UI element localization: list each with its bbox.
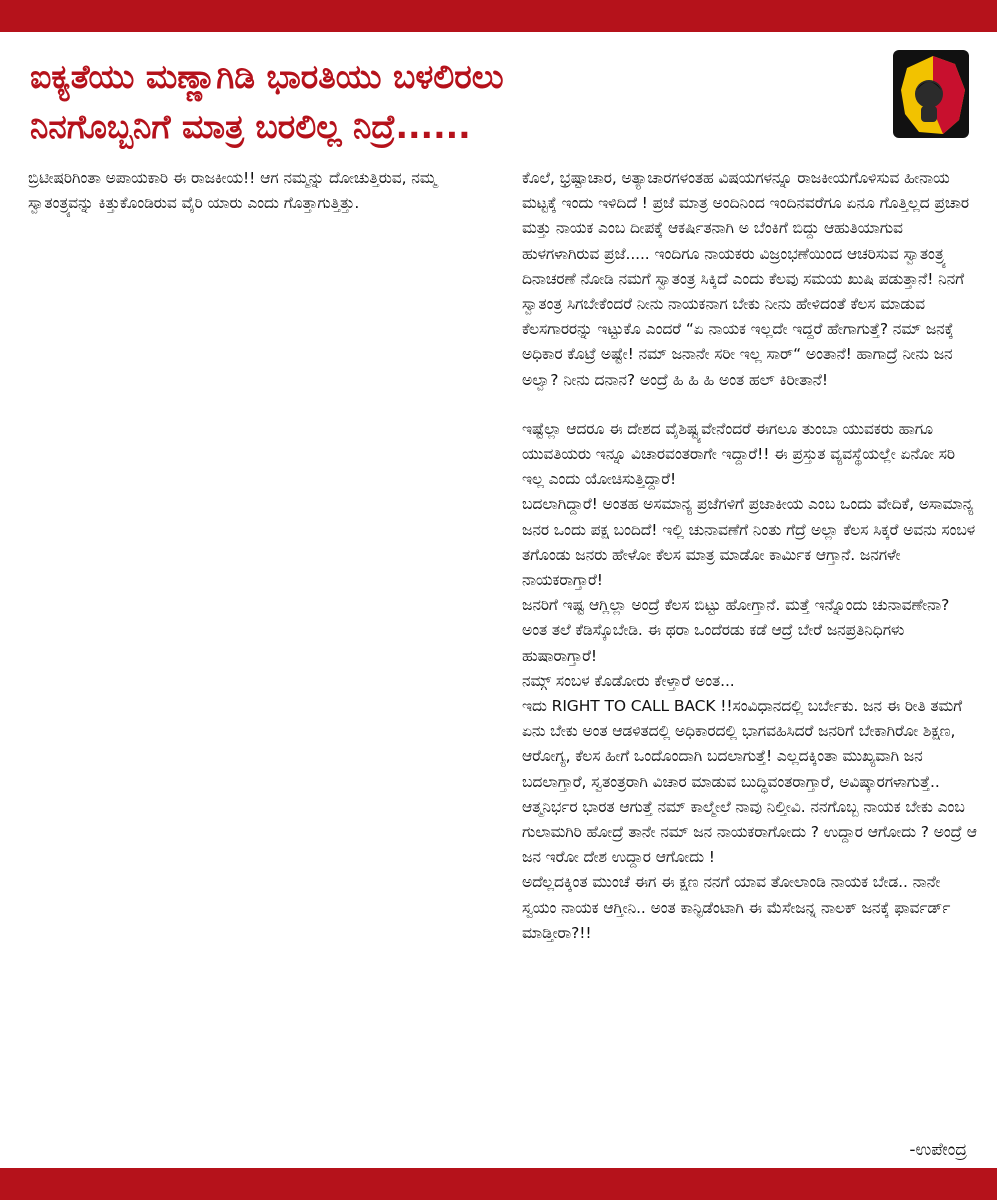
- right-paragraph-2: ಇಷ್ಟೆಲ್ಲಾ ಆದರೂ ಈ ದೇಶದ ವೈಶಿಷ್ಟ್ಯವೇನೆಂದರೆ ಈಗಲೂ ತುಂಬಾ ಯುವಕರು ಹಾಗೂ ಯುವತಿಯರು ಇನ್ನೂ ವಿಚಾರವಂತರಾಗೇ ಇದ್ದಾರೆ!! ಈ ಪ್ರಸ್ತುತ ವ್ಯವಸ್ಥೆಯಲ್ಲೇ ಏನೋ ಸರಿ ಇಲ್ಲ ಎಂದು ಯೋಚಿಸುತ್ತಿದ್ದಾರೆ!: [522, 419, 955, 489]
- right-paragraph-4: ಜನರಿಗೆ ಇಷ್ಟ ಆಗ್ಲಿಲ್ಲಾ ಅಂದ್ರೆ ಕೆಲಸ ಬಿಟ್ಟು ಹೋಗ್ತಾನೆ. ಮತ್ತೆ ಇನ್ನೊಂದು ಚುನಾವಣೇನಾ? ಅಂತ ತಲೆ ಕೆಡಿಸ್ಕೊಬೇಡಿ. ಈ ಥರಾ ಒಂದೆರಡು ಕಡೆ ಆದ್ರೆ ಬೇರೆ ಜನಪ್ರತಿನಿಧಿಗಳು ಹುಷಾರಾಗ್ತಾರೆ!: [522, 596, 950, 665]
- article-right-column: [522, 166, 977, 946]
- headline-line-1: ಐಕ್ಯತೆಯು ಮಣ್ಣಾಗಿಡಿ ಭಾರತಿಯು ಬಳಲಿರಲು: [30, 57, 504, 96]
- bottom-red-bar: [0, 1168, 997, 1200]
- karnataka-map-portrait-logo-icon: [893, 50, 969, 138]
- right-paragraph-5: ನಮ್ಗ್ ಸಂಬಳ ಕೊಡೋರು ಕೇಳ್ತಾರೆ ಅಂತ...: [522, 671, 735, 690]
- headline-line-2: ನಿನಗೊಬ್ಬನಿಗೆ ಮಾತ್ರ ಬರಲಿಲ್ಲ ನಿದ್ರೆ......: [30, 107, 471, 146]
- right-paragraph-1: ಕೊಲೆ, ಭ್ರಷ್ಟಾಚಾರ, ಅತ್ಯಾಚಾರಗಳಂತಹ ವಿಷಯಗಳನ್ನೂ ರಾಜಕೀಯಗೊಳಿಸುವ ಹೀನಾಯ ಮಟ್ಟಕ್ಕೆ ಇಂದು ಇಳಿದಿದೆ ! ಪ್ರಜೆ ಮಾತ್ರ ಅಂದಿನಿಂದ ಇಂದಿನವರೆಗೂ ಏನೂ ಗೊತ್ತಿಲ್ಲದ ಪ್ರಚಾರ ಮತ್ತು ನಾಯಕ ಎಂಬ ದೀಪಕ್ಕೆ ಆಕರ್ಷಿತನಾಗಿ ಅ ಬೆಂಕಿಗೆ ಬಿದ್ದು ಆಹುತಿಯಾಗುವ ಹುಳಗಳಾಗಿರುವ ಪ್ರಜೆ..... ಇಂದಿಗೂ ನಾಯಕರು ವಿಜ್ರಂಭಣೆಯಿಂದ ಆಚರಿಸುವ ಸ್ವಾತಂತ್ರ್ಯ ದಿನಾಚರಣೆ ನೋಡಿ ನಮಗೆ ಸ್ವಾತಂತ್ರ ಸಿಕ್ಕಿದೆ ಎಂದು ಕೆಲವು ಸಮಯ ಖುಷಿ ಪಡುತ್ತಾನೆ! ನಿನಗೆ ಸ್ವಾತಂತ್ರ ಸಿಗಬೇಕೆಂದರೆ ನೀನು ನಾಯಕನಾಗ ಬೇಕು ನೀನು ಹೇಳಿದಂತೆ ಕೆಲಸ ಮಾಡುವ ಕೆಲಸಗಾರರನ್ನು ಇಟ್ಟುಕೊ ಎಂದರೆ “ಏ ನಾಯಕ ಇಲ್ಲದೇ ಇದ್ದರೆ ಹೇಗಾಗುತ್ತೆ? ನಮ್ ಜನಕ್ಕೆ ಅಧಿಕಾರ ಕೊಟ್ರೆ ಅಷ್ಟೇ! ನಮ್ ಜನಾನೇ ಸರೀ ಇಲ್ಲ ಸಾರ್“ ಅಂತಾನೆ! ಹಾಗಾದ್ರೆ ನೀನು ಜನ ಅಲ್ವಾ? ನೀನು ದನಾನ? ಅಂದ್ರೆ ಹಿ ಹಿ ಹಿ ಅಂತ ಹಲ್ ಕಿರೀತಾನೆ!: [522, 169, 969, 389]
- top-red-bar: [0, 0, 997, 32]
- right-paragraph-3: ಬದಲಾಗಿದ್ದಾರೆ! ಅಂತಹ ಅಸಮಾನ್ಯ ಪ್ರಜೆಗಳಿಗೆ ಪ್ರಜಾಕೀಯ ಎಂಬ ಒಂದು ವೇದಿಕೆ, ಅಸಾಮಾನ್ಯ ಜನರ ಒಂದು ಪಕ್ಷ ಬಂದಿದೆ! ಇಲ್ಲಿ ಚುನಾವಣೆಗೆ ನಿಂತು ಗೆದ್ರೆ ಅಲ್ಲಾ ಕೆಲಸ ಸಿಕ್ಕರೆ ಅವನು ಸಂಬಳ ತಗೊಂಡು ಜನರು ಹೇಳೋ ಕೆಲಸ ಮಾತ್ರ ಮಾಡೋ ಕಾರ್ಮಿಕ ಆಗ್ತಾನೆ. ಜನಗಳೇ ನಾಯಕರಾಗ್ತಾರೆ!: [522, 495, 976, 590]
- right-paragraph-6: ಇದು RIGHT TO CALL BACK !!ಸಂವಿಧಾನದಲ್ಲಿ ಬರ್ಬೇಕು. ಜನ ಈ ರೀತಿ ತಮಗೆ ಏನು ಬೇಕು ಅಂತ ಆಡಳಿತದಲ್ಲಿ ಅಧಿಕಾರದಲ್ಲಿ ಭಾಗವಹಿಸಿದರೆ ಜನರಿಗೆ ಬೇಕಾಗಿರೋ ಶಿಕ್ಷಣ, ಆರೋಗ್ಯ, ಕೆಲಸ ಹೀಗೆ ಒಂದೊಂದಾಗಿ ಬದಲಾಗುತ್ತೆ! ಎಲ್ಲದಕ್ಕಿಂತಾ ಮುಖ್ಯವಾಗಿ ಜನ ಬದಲಾಗ್ತಾರೆ, ಸ್ವತಂತ್ರರಾಗಿ ವಿಚಾರ ಮಾಡುವ ಬುದ್ಧಿವಂತರಾಗ್ತಾರೆ, ಅವಿಷ್ಕಾರಗಳಾಗುತ್ತೆ.. ಆತ್ಮನಿರ್ಭರ ಭಾರತ ಆಗುತ್ತೆ ನಮ್ ಕಾಲ್ಮೇಲೆ ನಾವು ನಿಲ್ತೀವಿ. ನನಗೊಬ್ಬ ನಾಯಕ ಬೇಕು ಎಂಬ ಗುಲಾಮಗಿರಿ ಹೋದ್ರೆ ತಾನೇ ನಮ್ ಜನ ನಾಯಕರಾಗೋದು ? ಉದ್ದಾರ ಆಗೋದು ? ಅಂದ್ರೆ ಆ ಜನ ಇರೋ ದೇಶ ಉದ್ದಾರ ಆಗೋದು !: [522, 697, 977, 867]
- headline: [30, 52, 870, 152]
- article-left-column: [28, 166, 503, 216]
- author-signature: -ಉಪೇಂದ್ರ: [909, 1140, 967, 1160]
- left-paragraph-1: ಬ್ರಿಟೀಷರಿಗಿಂತಾ ಅಪಾಯಕಾರಿ ಈ ರಾಜಕೀಯ!! ಆಗ ನಮ್ಮನ್ನು ದೋಚುತ್ತಿರುವ, ನಮ್ಮ ಸ್ವಾತಂತ್ರ್ಯವನ್ನು ಕಿತ್ತುಕೊಂಡಿರುವ ವೈರಿ ಯಾರು ಎಂದು ಗೊತ್ತಾಗುತ್ತಿತ್ತು.: [28, 169, 437, 213]
- right-paragraph-7: ಅದೆಲ್ಲದಕ್ಕಿಂತ ಮುಂಚೆ ಈಗ ಈ ಕ್ಷಣ ನನಗೆ ಯಾವ ತೋಲಾಂಡಿ ನಾಯಕ ಬೇಡ.. ನಾನೇ ಸ್ವಯಂ ನಾಯಕ ಆಗ್ತೀನಿ.. ಅಂತ ಕಾನ್ಫಿಡೆಂಟಾಗಿ ಈ ಮೆಸೇಜನ್ನ ನಾಲಕ್ ಜನಕ್ಕೆ ಫಾರ್ವರ್ಡ್ ಮಾಡ್ತೀರಾ?!!: [522, 873, 951, 942]
